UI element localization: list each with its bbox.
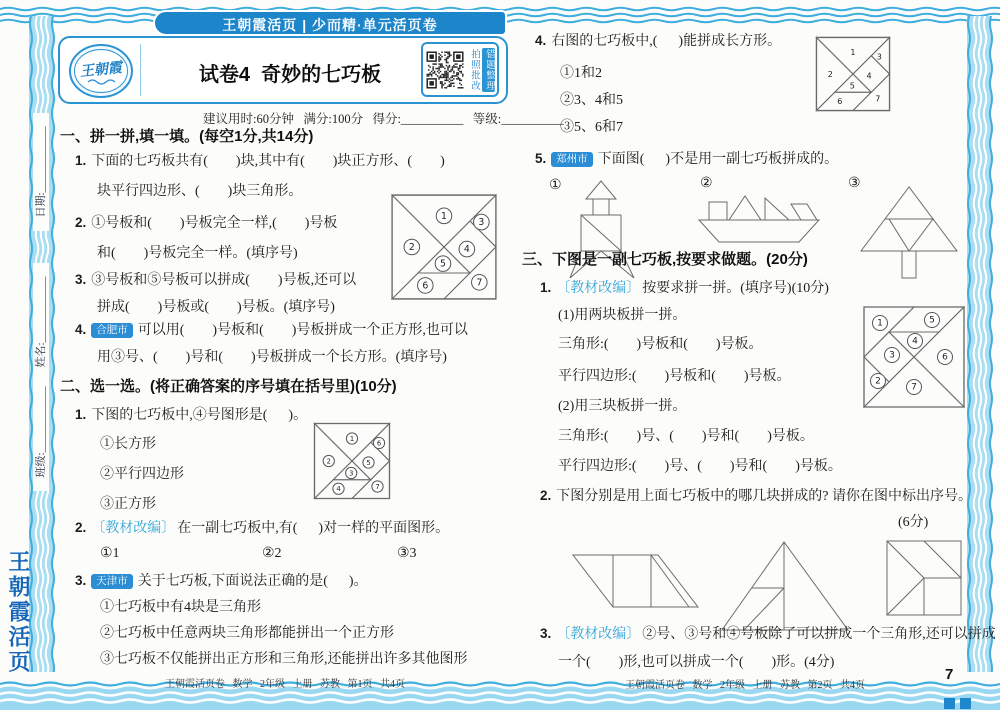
svg-text:5: 5 [929, 315, 935, 326]
s3-q1-line [540, 279, 829, 298]
city-badge-zhengzhou: 郑州市 [551, 152, 593, 167]
textbook-adapted-tag: 〔教材改编〕 [556, 627, 641, 642]
svg-text:5: 5 [849, 81, 855, 91]
tangram-figure-1 [390, 193, 498, 301]
s2-q4-option1: ①1和2 [560, 66, 602, 81]
date-field: 日期:____________ [33, 113, 49, 231]
svg-text:3: 3 [349, 469, 354, 478]
svg-text:6: 6 [942, 352, 948, 363]
q5-fig1-label: ① [549, 178, 562, 193]
masthead-divider [140, 44, 141, 96]
class-field: 班级:____________ [33, 373, 49, 491]
q-number: 3. [540, 626, 552, 641]
qr-caption-errors: 错题整理 [484, 48, 494, 91]
svg-text:3: 3 [876, 52, 882, 62]
q5-figure-boat [695, 192, 823, 248]
s3-q1-sub1a: 三角形:( )号板和( )号板。 [558, 337, 763, 352]
s3-q1-sub2: (2)用三块板拼一拼。 [558, 399, 687, 414]
s3-q3-line1 [540, 625, 996, 644]
s2-q5-line [535, 150, 838, 169]
q-text: 关于七巧板,下面说法正确的是( )。 [137, 574, 368, 589]
s2-q2-option3: ③3 [397, 546, 417, 561]
s1-q2-line2: 和( )号板完全一样。(填序号) [97, 246, 298, 261]
svg-text:2: 2 [827, 69, 833, 79]
s2-q1-option2: ②平行四边形 [100, 467, 184, 482]
page-number: 7 [945, 666, 954, 683]
q-number: 3. [75, 272, 87, 287]
section2-heading: 二、选一选。(将正确答案的序号填在括号里)(10分) [60, 378, 397, 395]
q-text: ②号、③号和④号板除了可以拼成一个三角形,还可以拼成 [642, 627, 996, 642]
right-wave-border [964, 16, 994, 672]
q-number: 5. [535, 151, 547, 166]
q-number: 2. [540, 488, 552, 503]
svg-text:1: 1 [850, 47, 856, 57]
q-text: 按要求拼一拼。(填序号)(10分) [642, 281, 829, 296]
s1-q3-line1 [75, 271, 356, 290]
s2-q2-option2: ②2 [262, 546, 282, 561]
q-number: 2. [75, 215, 87, 230]
s3-q1-sub1: (1)用两块板拼一拼。 [558, 308, 687, 323]
q5-fig2-label: ② [700, 176, 713, 191]
s2-q3-line [75, 572, 368, 591]
q5-fig3-label: ③ [848, 176, 861, 191]
svg-text:5: 5 [439, 258, 446, 270]
page2-footer: 王朝霞活页卷 数学 2年级 上册 苏教 第2页 共4页 [625, 680, 865, 691]
qr-code-block [421, 42, 499, 97]
svg-text:7: 7 [375, 482, 380, 491]
svg-text:6: 6 [376, 439, 382, 448]
svg-text:2: 2 [408, 242, 415, 254]
tangram-figure-3 [815, 36, 891, 112]
q-text: ①号板和( )号板完全一样,( )号板 [91, 216, 338, 231]
q-text: 可以用( )号板和( )号板拼成一个正方形,也可以 [137, 323, 468, 338]
s2-q1-option3: ③正方形 [100, 497, 156, 512]
s1-q3-line2: 拼成( )号板或( )号板。(填序号) [97, 300, 335, 315]
q-text: 右图的七巧板中,( )能拼成长方形。 [551, 34, 782, 49]
section1-heading: 一、拼一拼,填一填。(每空1分,共14分) [60, 128, 314, 145]
s2-q1-option1: ①长方形 [100, 437, 156, 452]
s3-q2-line [540, 487, 972, 506]
corner-mark-2 [960, 698, 971, 709]
s1-q2-line1 [75, 214, 337, 233]
q-number: 1. [75, 407, 87, 422]
s2-q1-line [75, 406, 307, 425]
s3-q1-sub2b: 平行四边形:( )号、( )号和( )号板。 [558, 459, 842, 474]
q-text: 下图的七巧板中,④号图形是( )。 [91, 408, 308, 423]
svg-text:7: 7 [875, 94, 881, 104]
svg-text:5: 5 [366, 458, 371, 467]
svg-text:4: 4 [463, 244, 470, 256]
textbook-adapted-tag: 〔教材改编〕 [91, 521, 176, 536]
s1-q1-line1 [75, 152, 445, 171]
qr-caption-photo: 拍照批改 [469, 48, 479, 91]
exam-meta-line: 建议用时:60分钟 满分:100分 得分:__________ 等级:__________ [203, 112, 564, 126]
q-text: 在一副七巧板中,有( )对一样的平面图形。 [177, 521, 450, 536]
q-number: 4. [535, 33, 547, 48]
q-text: 下面图( )不是用一副七巧板拼成的。 [597, 152, 839, 167]
q-text: 下图分别是用上面七巧板中的哪几块拼成的? 请你在图中标出序号。 [556, 489, 972, 504]
paper-title: 试卷4 奇妙的七巧板 [198, 64, 382, 86]
s3-q3-line2: 一个( )形,也可以拼成一个( )形。(4分) [558, 655, 835, 670]
q-number: 1. [75, 153, 87, 168]
s2-q4-option3: ③5、6和7 [560, 120, 623, 135]
brand-logo [68, 43, 134, 99]
s3-q1-sub1b: 平行四边形:( )号板和( )号板。 [558, 369, 791, 384]
name-field: 姓名:____________ [33, 263, 49, 381]
s3-q2-figure-triangle [718, 536, 852, 636]
tangram-figure-2 [313, 422, 391, 500]
page1-footer: 王朝霞活页卷 数学 2年级 上册 苏教 第1页 共4页 [165, 679, 405, 690]
q-text: ③号板和⑤号板可以拼成( )号板,还可以 [91, 273, 357, 288]
svg-text:1: 1 [349, 434, 355, 443]
svg-text:6: 6 [837, 96, 843, 106]
s1-q4-line1 [75, 321, 468, 340]
s2-q4-line [535, 32, 781, 51]
vertical-brand-logo: 王朝霞活页 [6, 550, 31, 675]
q5-figure-tree [856, 183, 962, 281]
qr-code [425, 49, 465, 91]
textbook-adapted-tag: 〔教材改编〕 [556, 281, 641, 296]
s3-q1-sub2a: 三角形:( )号、( )号和( )号板。 [558, 429, 814, 444]
svg-text:2: 2 [875, 376, 881, 387]
q-number: 2. [75, 520, 87, 535]
svg-text:4: 4 [336, 485, 341, 494]
brand-logo-text: 王朝霞 [79, 60, 123, 81]
svg-text:4: 4 [912, 336, 918, 347]
svg-text:3: 3 [478, 217, 485, 229]
series-banner: 王朝霞活页 | 少而精·单元活页卷 [153, 10, 507, 36]
s3-q2-figure-parallelogram [548, 551, 703, 611]
tangram-figure-4 [862, 305, 966, 409]
s3-q2-points: (6分) [898, 515, 929, 530]
s1-q1-line2: 块平行四边形、( )块三角形。 [97, 184, 303, 199]
svg-text:4: 4 [866, 71, 872, 81]
q-number: 4. [75, 322, 87, 337]
city-badge-hefei: 合肥市 [91, 323, 133, 338]
svg-text:1: 1 [441, 210, 447, 222]
s2-q4-option2: ②3、4和5 [560, 93, 623, 108]
svg-text:1: 1 [877, 318, 883, 329]
section3-heading: 三、下图是一副七巧板,按要求做题。(20分) [522, 251, 808, 268]
s2-q3-option2: ②七巧板中任意两块三角形都能拼出一个正方形 [100, 626, 394, 641]
svg-text:7: 7 [476, 277, 483, 289]
s1-q4-line2: 用③号、( )号和( )号板拼成一个长方形。(填序号) [97, 350, 447, 365]
s2-q2-option1: ①1 [100, 546, 120, 561]
corner-mark-1 [944, 698, 955, 709]
svg-text:3: 3 [889, 350, 895, 361]
s2-q3-option1: ①七巧板中有4块是三角形 [100, 600, 261, 615]
masthead-box [58, 36, 508, 104]
svg-text:7: 7 [911, 382, 917, 393]
q-text: 下面的七巧板共有( )块,其中有( )块正方形、( ) [91, 154, 445, 169]
s3-q2-figure-square [884, 538, 964, 618]
svg-text:6: 6 [422, 280, 429, 292]
city-badge-tianjin: 天津市 [91, 574, 133, 589]
s2-q2-line [75, 519, 449, 538]
svg-text:2: 2 [326, 457, 331, 466]
q-number: 3. [75, 573, 87, 588]
s2-q3-option3: ③七巧板不仅能拼出正方形和三角形,还能拼出许多其他图形 [100, 652, 468, 667]
q-number: 1. [540, 280, 552, 295]
